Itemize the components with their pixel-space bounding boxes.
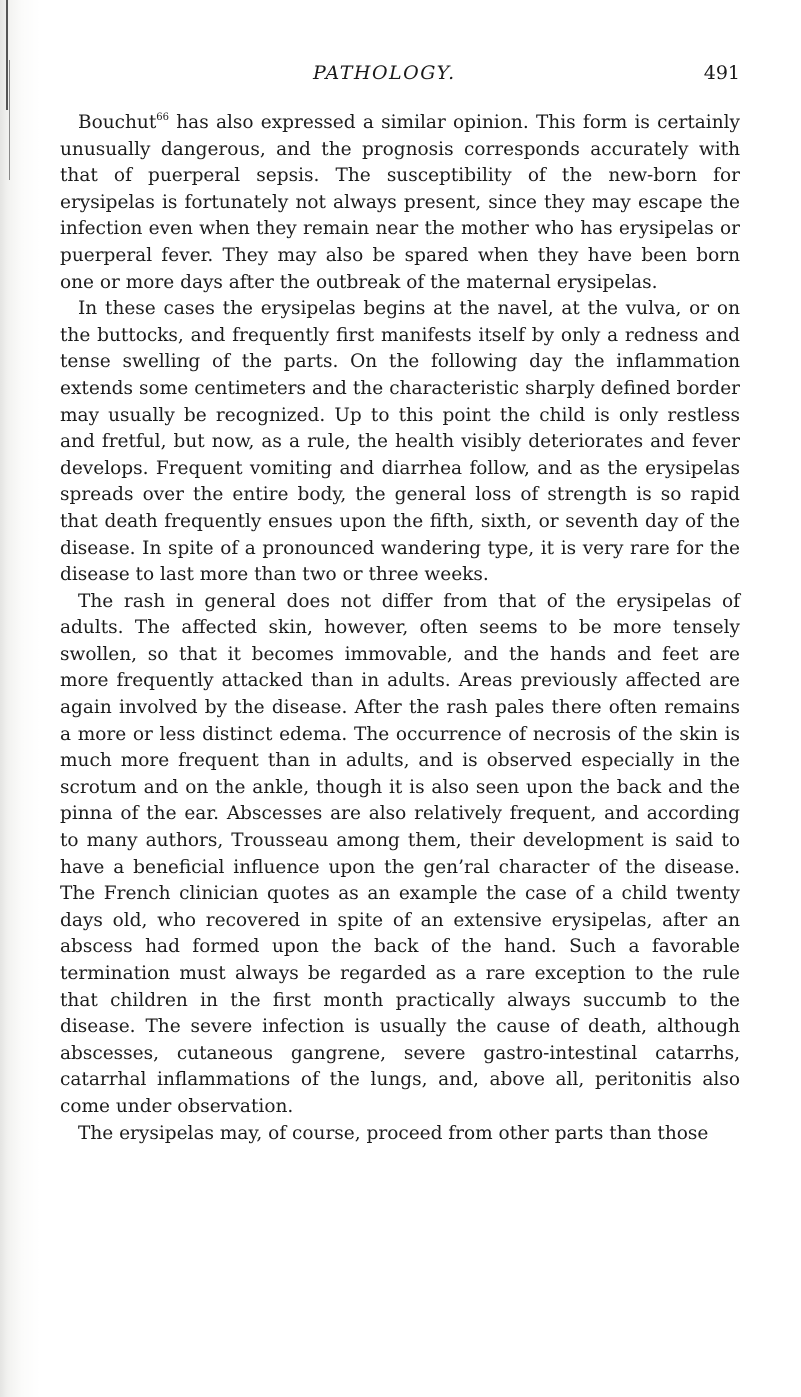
paragraph: The erysipelas may, of course, proceed from other parts than those	[78, 1122, 709, 1144]
binding-shadow-secondary	[9, 60, 10, 180]
page-number: 491	[703, 62, 740, 84]
running-head: PATHOLOGY.	[313, 62, 456, 84]
body-text	[60, 110, 740, 1147]
paragraph-lead: Bouchut	[78, 112, 157, 133]
paragraph-text: has also expressed a similar opinion. This form is certainly unusually dangerous, and the prognosis corresponds accurately with that of puerperal sepsis. The susceptibility of the new-born for erysipelas is fortunately not always present, since they may escape the infection even when they remain near the mother who has erysipelas or puerperal fever. They may also be spared when they have been born one or more days after the outbreak of the maternal erysipelas.	[60, 112, 740, 293]
binding-shadow	[6, 0, 8, 110]
paragraph: In these cases the erysipelas begins at the navel, at the vulva, or on the buttocks, and frequently first manifests itself by only a redness and tense swelling of the parts. On the following day the inflammation extends some centimeters and the characteristic sharply defined border may usually be recognized. Up to this point the child is only restless and fretful, but now, as a rule, the health visibly deteriorates and fever develops. Frequent vomiting and diarrhea follow, and as the erysipelas spreads over the entire body, the general loss of strength is so rapid that death frequently ensues upon the fifth, sixth, or seventh day of the disease. In spite of a pronounced wandering type, it is very rare for the disease to last more than two or three weeks.	[60, 298, 740, 586]
paragraph: The rash in general does not differ from that of the erysipelas of adults. The affected skin, however, often seems to be more tensely swollen, so that it becomes immovable, and the hands and feet are more frequently attacked than in adults. Areas previously affected are again involved by the disease. After the rash pales there often remains a more or less distinct edema. The occurrence of necrosis of the skin is much more frequent than in adults, and is observed especially in the scrotum and on the ankle, though it is also seen upon the back and the pinna of the ear. Abscesses are also relatively frequent, and according to many authors, Trousseau among them, their development is said to have a beneficial influence upon the gen’ral character of the disease. The French clinician quotes as an example the case of a child twenty days old, who recovered in spite of an extensive erysipelas, after an abscess had formed upon the back of the hand. Such a favorable termination must always be regarded as a rare exception to the rule that children in the first month practically always succumb to the disease. The severe infection is usually the cause of death, although abscesses, cutaneous gangrene, severe gastro-intestinal catarrhs, catarrhal inflammations of the lungs, and, above all, peritonitis also come under observation.	[60, 590, 740, 1117]
page-header	[60, 62, 740, 90]
footnote-marker[interactable]: 66	[156, 112, 170, 123]
paragraph	[60, 110, 740, 296]
